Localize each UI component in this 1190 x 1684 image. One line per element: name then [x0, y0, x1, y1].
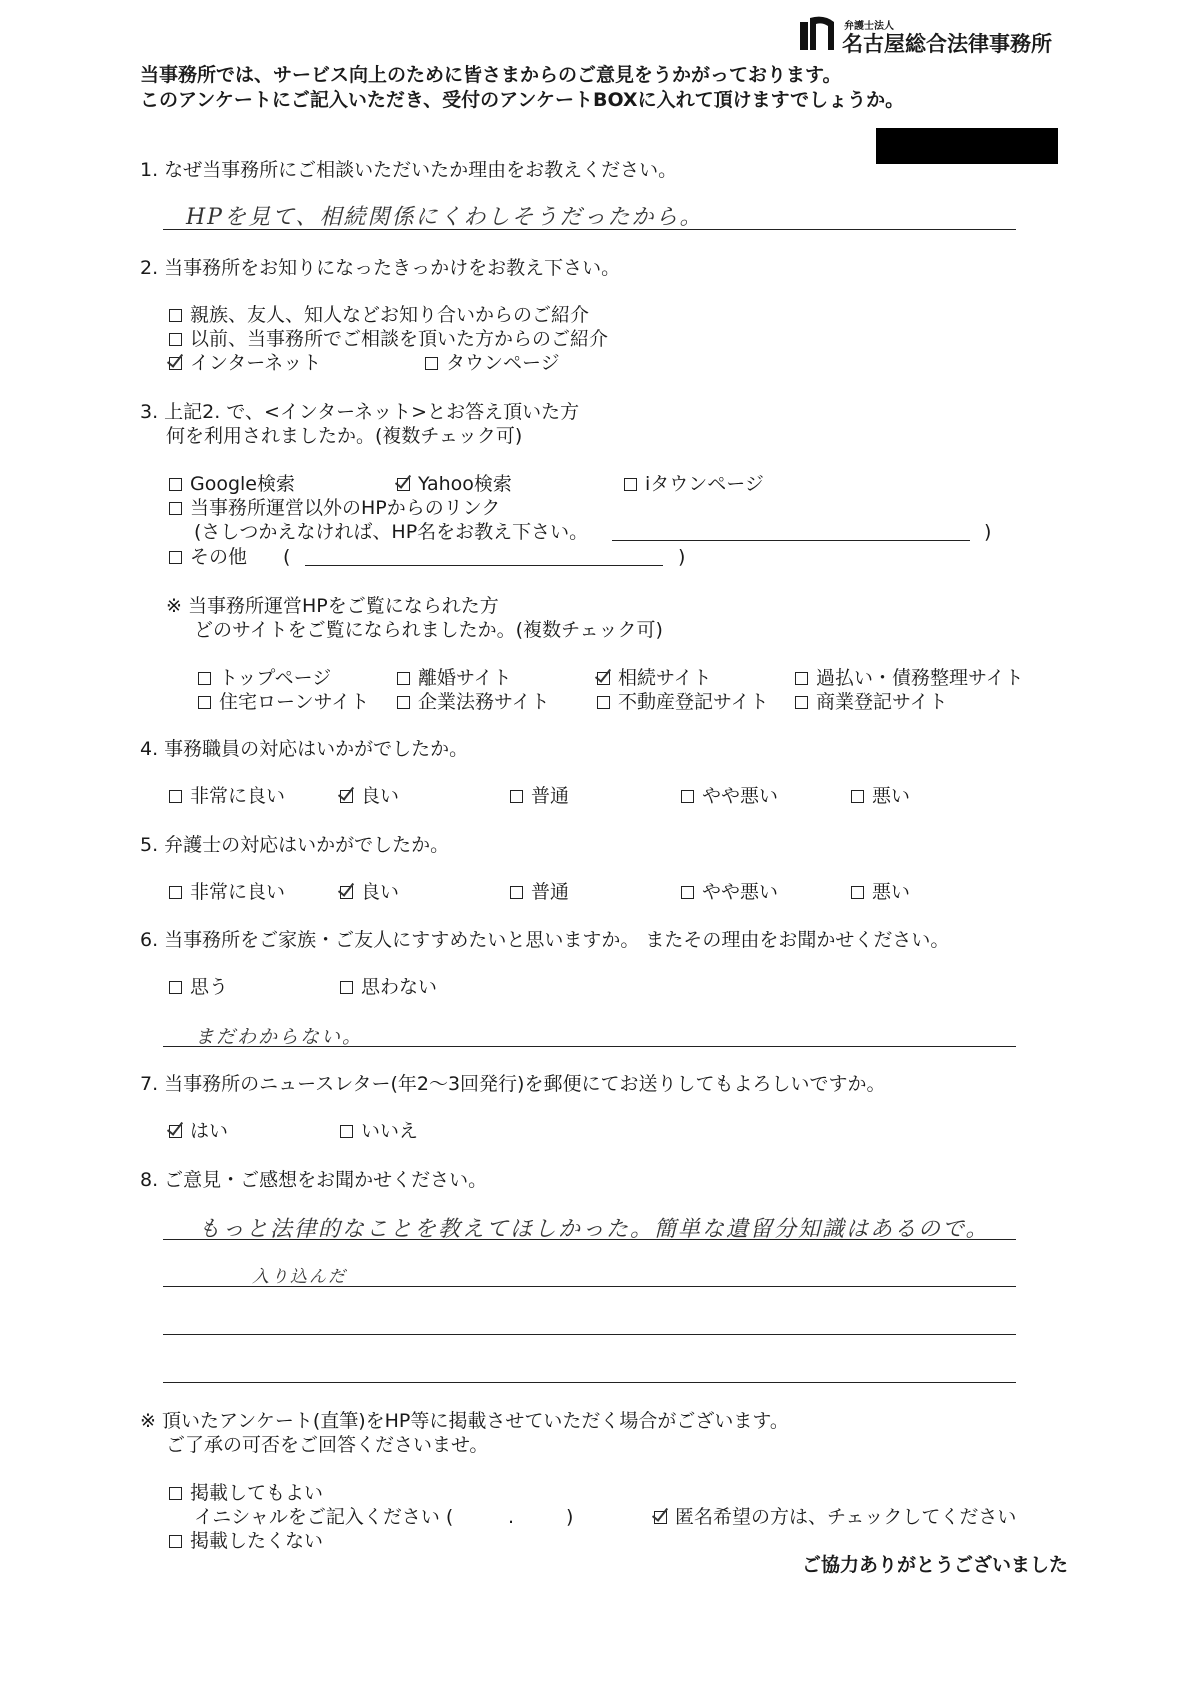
- q2-option-referral[interactable]: [169, 303, 589, 327]
- q4-option-label: やや悪い: [702, 785, 779, 807]
- checkbox-icon: [397, 696, 410, 709]
- consent-option-label: 匿名希望の方は、チェックしてください: [675, 1506, 1017, 1528]
- q5-option-very-good[interactable]: [169, 880, 285, 904]
- site-option-label: 相続サイト: [618, 667, 712, 689]
- consent-option-ng[interactable]: [169, 1529, 323, 1553]
- q8-answer-line-1: [163, 1239, 1016, 1240]
- q3-other-open-paren: (: [283, 546, 291, 568]
- q3-link-close-paren: ): [984, 521, 992, 543]
- checkbox-icon: [169, 1535, 182, 1548]
- q7-option-label: いいえ: [361, 1120, 419, 1142]
- checkbox-icon: [169, 309, 182, 322]
- site-option-label: 商業登記サイト: [816, 691, 948, 713]
- q3-other-close-paren: ): [678, 546, 686, 568]
- checkbox-checked-icon: [169, 1125, 182, 1138]
- sites-note: ※ 当事務所運営HPをご覧になられた方: [166, 595, 499, 617]
- firm-logo: [800, 16, 836, 50]
- q4-option-good[interactable]: [340, 784, 399, 808]
- consent-option-anonymous[interactable]: [654, 1505, 1016, 1529]
- intro-line-2: このアンケートにご記入いただき、受付のアンケートBOXに入れて頂けますでしょうか。: [140, 89, 905, 111]
- q2-option-townpage[interactable]: [425, 351, 560, 375]
- initials-dot[interactable]: .: [508, 1506, 515, 1528]
- checkbox-checked-icon: [340, 886, 353, 899]
- q2-question: 2. 当事務所をお知りになったきっかけをお教え下さい。: [140, 257, 621, 279]
- site-option-label: トップページ: [219, 667, 332, 689]
- q2-option-label: タウンページ: [446, 352, 560, 374]
- firm-type: 弁護士法人: [844, 21, 894, 32]
- q7-option-no[interactable]: [340, 1119, 418, 1143]
- q3-option-label: iタウンページ: [645, 473, 764, 495]
- q4-option-label: 悪い: [872, 785, 911, 807]
- q5-option-label: やや悪い: [702, 881, 779, 903]
- intro-line-1: 当事務所では、サービス向上のために皆さまからのご意見をうかがっております。: [140, 64, 842, 86]
- site-option-home-loan[interactable]: [198, 690, 369, 714]
- q8-handwritten-answer: もっと法律的なことを教えてほしかった。簡単な遺留分知識はあるので。: [198, 1217, 990, 1242]
- q2-option-label: 親族、友人、知人などお知り合いからのご紹介: [190, 304, 590, 326]
- consent-note: ※ 頂いたアンケート(直筆)をHP等に掲載させていただく場合がございます。: [140, 1410, 789, 1432]
- q4-option-label: 良い: [361, 785, 400, 807]
- q5-option-label: 非常に良い: [190, 881, 286, 903]
- q8-answer-line-2: [163, 1286, 1016, 1287]
- q5-question: 5. 弁護士の対応はいかがでしたか。: [140, 834, 450, 856]
- q4-option-bad[interactable]: [851, 784, 910, 808]
- q3-option-other[interactable]: [169, 545, 247, 569]
- firm-name: 名古屋総合法律事務所: [842, 31, 1052, 56]
- q3-other-field[interactable]: [305, 565, 663, 566]
- q3-question-sub: 何を利用されましたか。(複数チェック可): [166, 425, 523, 447]
- q5-option-good[interactable]: [340, 880, 399, 904]
- site-option-corporate[interactable]: [397, 690, 550, 714]
- q2-option-past-client[interactable]: [169, 327, 608, 351]
- checkbox-icon: [169, 478, 182, 491]
- q6-handwritten-answer: まだわからない。: [195, 1026, 364, 1048]
- checkbox-icon: [795, 672, 808, 685]
- checkbox-icon: [169, 551, 182, 564]
- checkbox-checked-icon: [397, 478, 410, 491]
- checkbox-checked-icon: [340, 790, 353, 803]
- q3-option-link[interactable]: [169, 496, 500, 520]
- q6-answer-line: [163, 1046, 1016, 1047]
- site-option-real-estate[interactable]: [597, 690, 769, 714]
- q7-option-label: はい: [190, 1120, 229, 1142]
- checkbox-icon: [851, 886, 864, 899]
- q3-option-label: 当事務所運営以外のHPからのリンク: [190, 497, 501, 519]
- checkbox-icon: [169, 333, 182, 346]
- checkbox-icon: [169, 886, 182, 899]
- q5-option-label: 悪い: [872, 881, 911, 903]
- q4-question: 4. 事務職員の対応はいかがでしたか。: [140, 738, 469, 760]
- q4-option-very-good[interactable]: [169, 784, 285, 808]
- q7-question: 7. 当事務所のニュースレター(年2～3回発行)を郵便にてお送りしてもよろしいですか。: [140, 1073, 886, 1095]
- checkbox-icon: [169, 981, 182, 994]
- q5-option-label: 良い: [361, 881, 400, 903]
- checkbox-icon: [340, 1125, 353, 1138]
- q6-option-no[interactable]: [340, 975, 437, 999]
- site-option-debt[interactable]: [795, 666, 1024, 690]
- checkbox-icon: [795, 696, 808, 709]
- q3-option-label: Google検索: [190, 473, 296, 495]
- q8-answer-line-3: [163, 1334, 1016, 1335]
- checkbox-icon: [198, 672, 211, 685]
- checkbox-icon: [681, 790, 694, 803]
- q3-option-yahoo[interactable]: [397, 472, 512, 496]
- checkbox-icon: [510, 790, 523, 803]
- q3-option-label: Yahoo検索: [418, 473, 512, 495]
- checkbox-checked-icon: [597, 672, 610, 685]
- q2-option-label: インターネット: [190, 352, 322, 374]
- checkbox-icon: [425, 357, 438, 370]
- consent-option-label: 掲載したくない: [190, 1530, 324, 1552]
- q6-option-label: 思わない: [361, 976, 438, 998]
- q8-answer-line-4: [163, 1382, 1016, 1383]
- q6-option-label: 思う: [190, 976, 229, 998]
- q2-option-internet[interactable]: [169, 351, 321, 375]
- initials-close-paren: ): [566, 1506, 574, 1528]
- site-option-divorce[interactable]: [397, 666, 512, 690]
- q6-option-yes[interactable]: [169, 975, 228, 999]
- q5-option-label: 普通: [531, 881, 570, 903]
- checkbox-icon: [397, 672, 410, 685]
- site-option-label: 不動産登記サイト: [618, 691, 769, 713]
- site-option-label: 離婚サイト: [418, 667, 512, 689]
- consent-note-sub: ご了承の可否をご回答くださいませ。: [166, 1434, 489, 1456]
- site-option-label: 企業法務サイト: [418, 691, 550, 713]
- q3-question: 3. 上記2. で、<インターネット>とお答え頂いた方: [140, 401, 580, 423]
- checkbox-icon: [169, 1487, 182, 1500]
- q3-hp-name-field[interactable]: [612, 540, 970, 541]
- checkbox-icon: [340, 981, 353, 994]
- q3-option-google[interactable]: [169, 472, 295, 496]
- checkbox-checked-icon: [654, 1511, 667, 1524]
- checkbox-icon: [169, 790, 182, 803]
- q8-handwritten-insert: 入り込んだ: [252, 1267, 347, 1287]
- q6-question: 6. 当事務所をご家族・ご友人にすすめたいと思いますか。 またその理由をお聞かせください。: [140, 929, 950, 951]
- checkbox-icon: [510, 886, 523, 899]
- checkbox-icon: [681, 886, 694, 899]
- q1-question: 1. なぜ当事務所にご相談いただいたか理由をお教えください。: [140, 159, 678, 181]
- consent-option-label: 掲載してもよい: [190, 1482, 324, 1504]
- q2-option-label: 以前、当事務所でご相談を頂いた方からのご紹介: [190, 328, 609, 350]
- q1-handwritten-answer: HPを見て、相続関係にくわしそうだったから。: [186, 205, 704, 230]
- q3-option-label: その他: [190, 546, 248, 568]
- thanks-message: ご協力ありがとうございました: [802, 1554, 1069, 1576]
- checkbox-checked-icon: [169, 357, 182, 370]
- q4-option-label: 普通: [531, 785, 570, 807]
- checkbox-icon: [169, 502, 182, 515]
- q1-answer-line: [163, 229, 1016, 230]
- initials-label: イニシャルをご記入ください (: [194, 1506, 454, 1528]
- site-option-commercial[interactable]: [795, 690, 948, 714]
- q8-question: 8. ご意見・ご感想をお聞かせください。: [140, 1169, 488, 1191]
- site-option-label: 過払い・債務整理サイト: [816, 667, 1024, 689]
- q3-link-note: (さしつかえなければ、HP名をお教え下さい。: [194, 521, 589, 543]
- q4-option-label: 非常に良い: [190, 785, 286, 807]
- site-option-top[interactable]: [198, 666, 331, 690]
- checkbox-icon: [624, 478, 637, 491]
- checkbox-icon: [597, 696, 610, 709]
- checkbox-icon: [198, 696, 211, 709]
- site-option-label: 住宅ローンサイト: [219, 691, 370, 713]
- site-option-inheritance[interactable]: [597, 666, 712, 690]
- q5-option-bad[interactable]: [851, 880, 910, 904]
- redaction-block: [876, 128, 1058, 164]
- checkbox-icon: [851, 790, 864, 803]
- q7-option-yes[interactable]: [169, 1119, 228, 1143]
- q4-option-average[interactable]: [510, 784, 569, 808]
- q5-option-average[interactable]: [510, 880, 569, 904]
- q3-option-itownpage[interactable]: [624, 472, 764, 496]
- q4-option-somewhat-bad[interactable]: [681, 784, 778, 808]
- q5-option-somewhat-bad[interactable]: [681, 880, 778, 904]
- consent-option-ok[interactable]: [169, 1481, 323, 1505]
- sites-note-sub: どのサイトをご覧になられましたか。(複数チェック可): [194, 619, 663, 641]
